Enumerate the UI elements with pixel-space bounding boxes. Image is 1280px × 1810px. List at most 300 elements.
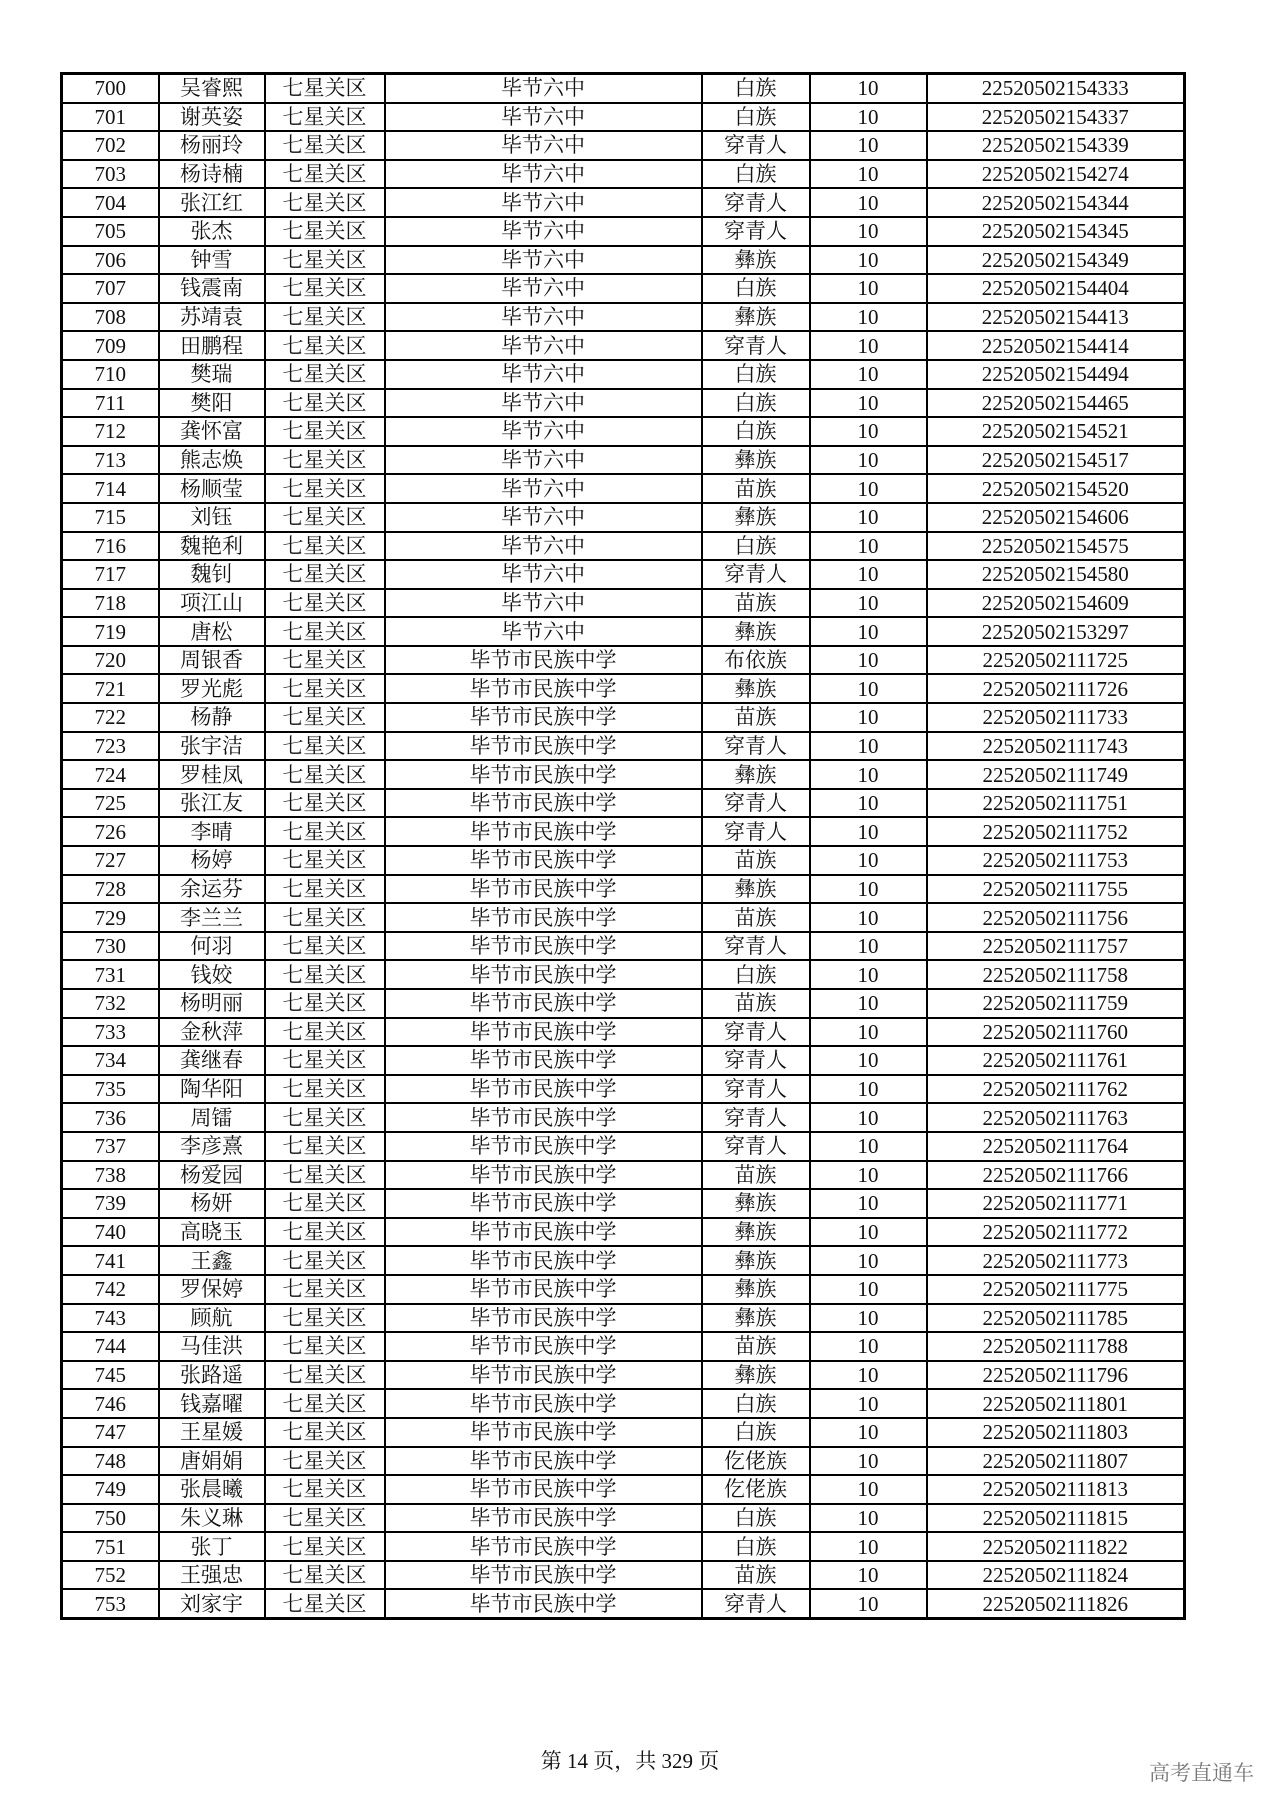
student-name-cell: 李兰兰 <box>159 903 265 932</box>
grade-cell: 10 <box>810 1304 927 1333</box>
school-cell: 毕节市民族中学 <box>385 1332 702 1361</box>
ethnicity-cell: 彝族 <box>702 1275 810 1304</box>
table-row <box>62 932 1185 961</box>
grade-cell: 10 <box>810 674 927 703</box>
student-name-cell: 张杰 <box>159 217 265 246</box>
table-row <box>62 474 1185 503</box>
student-name-cell: 杨顺莹 <box>159 474 265 503</box>
roster-body <box>62 74 1185 1619</box>
ethnicity-cell: 彝族 <box>702 1218 810 1247</box>
district-cell: 七星关区 <box>265 1075 385 1104</box>
seq-no-cell: 718 <box>62 589 159 618</box>
school-cell: 毕节六中 <box>385 160 702 189</box>
seq-no-cell: 713 <box>62 446 159 475</box>
ethnicity-cell: 彝族 <box>702 674 810 703</box>
school-cell: 毕节六中 <box>385 560 702 589</box>
grade-cell: 10 <box>810 160 927 189</box>
table-row <box>62 617 1185 646</box>
grade-cell: 10 <box>810 1246 927 1275</box>
grade-cell: 10 <box>810 875 927 904</box>
exam-id-cell: 22520502154609 <box>927 589 1185 618</box>
ethnicity-cell: 白族 <box>702 103 810 132</box>
grade-cell: 10 <box>810 903 927 932</box>
school-cell: 毕节市民族中学 <box>385 932 702 961</box>
table-row <box>62 589 1185 618</box>
student-name-cell: 苏靖袁 <box>159 303 265 332</box>
table-row <box>62 1418 1185 1447</box>
school-cell: 毕节市民族中学 <box>385 1532 702 1561</box>
school-cell: 毕节市民族中学 <box>385 846 702 875</box>
grade-cell: 10 <box>810 817 927 846</box>
district-cell: 七星关区 <box>265 617 385 646</box>
grade-cell: 10 <box>810 1389 927 1418</box>
student-name-cell: 熊志焕 <box>159 446 265 475</box>
school-cell: 毕节市民族中学 <box>385 1275 702 1304</box>
table-row <box>62 1561 1185 1590</box>
student-name-cell: 张路遥 <box>159 1361 265 1390</box>
school-cell: 毕节市民族中学 <box>385 1018 702 1047</box>
ethnicity-cell: 苗族 <box>702 989 810 1018</box>
district-cell: 七星关区 <box>265 1532 385 1561</box>
student-name-cell: 樊瑞 <box>159 360 265 389</box>
ethnicity-cell: 苗族 <box>702 846 810 875</box>
seq-no-cell: 741 <box>62 1246 159 1275</box>
grade-cell: 10 <box>810 131 927 160</box>
district-cell: 七星关区 <box>265 417 385 446</box>
school-cell: 毕节六中 <box>385 246 702 275</box>
seq-no-cell: 748 <box>62 1447 159 1476</box>
grade-cell: 10 <box>810 1132 927 1161</box>
student-name-cell: 王星媛 <box>159 1418 265 1447</box>
district-cell: 七星关区 <box>265 1589 385 1618</box>
district-cell: 七星关区 <box>265 246 385 275</box>
table-row <box>62 1389 1185 1418</box>
table-row <box>62 846 1185 875</box>
table-row <box>62 1103 1185 1132</box>
student-name-cell: 龚怀富 <box>159 417 265 446</box>
seq-no-cell: 740 <box>62 1218 159 1247</box>
ethnicity-cell: 穿青人 <box>702 1018 810 1047</box>
school-cell: 毕节市民族中学 <box>385 674 702 703</box>
grade-cell: 10 <box>810 1447 927 1476</box>
district-cell: 七星关区 <box>265 1132 385 1161</box>
table-row <box>62 274 1185 303</box>
school-cell: 毕节市民族中学 <box>385 1218 702 1247</box>
school-cell: 毕节六中 <box>385 217 702 246</box>
student-name-cell: 龚继春 <box>159 1046 265 1075</box>
table-row <box>62 389 1185 418</box>
district-cell: 七星关区 <box>265 560 385 589</box>
ethnicity-cell: 白族 <box>702 274 810 303</box>
ethnicity-cell: 穿青人 <box>702 331 810 360</box>
seq-no-cell: 717 <box>62 560 159 589</box>
grade-cell: 10 <box>810 703 927 732</box>
seq-no-cell: 742 <box>62 1275 159 1304</box>
exam-id-cell: 22520502154339 <box>927 131 1185 160</box>
exam-id-cell: 22520502111764 <box>927 1132 1185 1161</box>
district-cell: 七星关区 <box>265 1189 385 1218</box>
district-cell: 七星关区 <box>265 188 385 217</box>
student-name-cell: 金秋萍 <box>159 1018 265 1047</box>
table-row <box>62 674 1185 703</box>
school-cell: 毕节市民族中学 <box>385 1075 702 1104</box>
exam-id-cell: 22520502153297 <box>927 617 1185 646</box>
exam-id-cell: 22520502111753 <box>927 846 1185 875</box>
table-row <box>62 217 1185 246</box>
exam-id-cell: 22520502111749 <box>927 760 1185 789</box>
seq-no-cell: 732 <box>62 989 159 1018</box>
exam-id-cell: 22520502154404 <box>927 274 1185 303</box>
exam-id-cell: 22520502154344 <box>927 188 1185 217</box>
grade-cell: 10 <box>810 503 927 532</box>
grade-cell: 10 <box>810 1504 927 1533</box>
ethnicity-cell: 白族 <box>702 1504 810 1533</box>
student-name-cell: 杨爱园 <box>159 1161 265 1190</box>
roster-table <box>60 72 1186 1620</box>
ethnicity-cell: 穿青人 <box>702 188 810 217</box>
seq-no-cell: 712 <box>62 417 159 446</box>
exam-id-cell: 22520502111772 <box>927 1218 1185 1247</box>
table-row <box>62 1504 1185 1533</box>
grade-cell: 10 <box>810 760 927 789</box>
school-cell: 毕节六中 <box>385 131 702 160</box>
district-cell: 七星关区 <box>265 1361 385 1390</box>
ethnicity-cell: 苗族 <box>702 474 810 503</box>
table-row <box>62 188 1185 217</box>
seq-no-cell: 720 <box>62 646 159 675</box>
school-cell: 毕节市民族中学 <box>385 1475 702 1504</box>
table-row <box>62 1361 1185 1390</box>
ethnicity-cell: 白族 <box>702 532 810 561</box>
district-cell: 七星关区 <box>265 1304 385 1333</box>
exam-id-cell: 22520502111759 <box>927 989 1185 1018</box>
ethnicity-cell: 苗族 <box>702 589 810 618</box>
student-name-cell: 项江山 <box>159 589 265 618</box>
seq-no-cell: 733 <box>62 1018 159 1047</box>
ethnicity-cell: 苗族 <box>702 703 810 732</box>
ethnicity-cell: 彝族 <box>702 760 810 789</box>
table-row <box>62 1304 1185 1333</box>
seq-no-cell: 700 <box>62 74 159 103</box>
exam-id-cell: 22520502154494 <box>927 360 1185 389</box>
table-row <box>62 646 1185 675</box>
table-row <box>62 875 1185 904</box>
seq-no-cell: 735 <box>62 1075 159 1104</box>
grade-cell: 10 <box>810 103 927 132</box>
school-cell: 毕节六中 <box>385 331 702 360</box>
exam-id-cell: 22520502111756 <box>927 903 1185 932</box>
district-cell: 七星关区 <box>265 303 385 332</box>
table-row <box>62 1046 1185 1075</box>
school-cell: 毕节六中 <box>385 188 702 217</box>
school-cell: 毕节市民族中学 <box>385 903 702 932</box>
table-row <box>62 1075 1185 1104</box>
district-cell: 七星关区 <box>265 103 385 132</box>
table-row <box>62 960 1185 989</box>
seq-no-cell: 722 <box>62 703 159 732</box>
seq-no-cell: 714 <box>62 474 159 503</box>
table-row <box>62 417 1185 446</box>
seq-no-cell: 709 <box>62 331 159 360</box>
table-row <box>62 789 1185 818</box>
school-cell: 毕节市民族中学 <box>385 1504 702 1533</box>
table-row <box>62 74 1185 103</box>
school-cell: 毕节市民族中学 <box>385 1447 702 1476</box>
grade-cell: 10 <box>810 74 927 103</box>
grade-cell: 10 <box>810 274 927 303</box>
table-row <box>62 160 1185 189</box>
student-name-cell: 唐娟娟 <box>159 1447 265 1476</box>
ethnicity-cell: 白族 <box>702 360 810 389</box>
school-cell: 毕节市民族中学 <box>385 1189 702 1218</box>
district-cell: 七星关区 <box>265 446 385 475</box>
school-cell: 毕节六中 <box>385 617 702 646</box>
school-cell: 毕节市民族中学 <box>385 703 702 732</box>
student-name-cell: 樊阳 <box>159 389 265 418</box>
student-name-cell: 李彦熹 <box>159 1132 265 1161</box>
seq-no-cell: 750 <box>62 1504 159 1533</box>
student-name-cell: 钱震南 <box>159 274 265 303</box>
student-name-cell: 刘钰 <box>159 503 265 532</box>
grade-cell: 10 <box>810 589 927 618</box>
seq-no-cell: 726 <box>62 817 159 846</box>
exam-id-cell: 22520502154465 <box>927 389 1185 418</box>
table-row <box>62 989 1185 1018</box>
seq-no-cell: 703 <box>62 160 159 189</box>
school-cell: 毕节市民族中学 <box>385 1418 702 1447</box>
student-name-cell: 张丁 <box>159 1532 265 1561</box>
school-cell: 毕节市民族中学 <box>385 1132 702 1161</box>
table-row <box>62 1532 1185 1561</box>
student-name-cell: 王鑫 <box>159 1246 265 1275</box>
student-name-cell: 罗光彪 <box>159 674 265 703</box>
district-cell: 七星关区 <box>265 1046 385 1075</box>
student-name-cell: 钟雪 <box>159 246 265 275</box>
seq-no-cell: 746 <box>62 1389 159 1418</box>
student-name-cell: 余运芬 <box>159 875 265 904</box>
seq-no-cell: 753 <box>62 1589 159 1618</box>
district-cell: 七星关区 <box>265 1418 385 1447</box>
school-cell: 毕节市民族中学 <box>385 960 702 989</box>
student-name-cell: 朱义琳 <box>159 1504 265 1533</box>
table-row <box>62 1447 1185 1476</box>
exam-id-cell: 22520502154575 <box>927 532 1185 561</box>
student-name-cell: 陶华阳 <box>159 1075 265 1104</box>
seq-no-cell: 752 <box>62 1561 159 1590</box>
district-cell: 七星关区 <box>265 989 385 1018</box>
school-cell: 毕节六中 <box>385 74 702 103</box>
exam-id-cell: 22520502111755 <box>927 875 1185 904</box>
ethnicity-cell: 彝族 <box>702 1361 810 1390</box>
seq-no-cell: 744 <box>62 1332 159 1361</box>
ethnicity-cell: 彝族 <box>702 875 810 904</box>
exam-id-cell: 22520502111813 <box>927 1475 1185 1504</box>
district-cell: 七星关区 <box>265 274 385 303</box>
ethnicity-cell: 苗族 <box>702 903 810 932</box>
ethnicity-cell: 白族 <box>702 1418 810 1447</box>
district-cell: 七星关区 <box>265 732 385 761</box>
grade-cell: 10 <box>810 1589 927 1618</box>
exam-id-cell: 22520502154413 <box>927 303 1185 332</box>
table-row <box>62 360 1185 389</box>
student-name-cell: 马佳洪 <box>159 1332 265 1361</box>
district-cell: 七星关区 <box>265 1246 385 1275</box>
student-name-cell: 杨诗楠 <box>159 160 265 189</box>
ethnicity-cell: 穿青人 <box>702 932 810 961</box>
exam-id-cell: 22520502111788 <box>927 1332 1185 1361</box>
table-row <box>62 1189 1185 1218</box>
table-row <box>62 246 1185 275</box>
district-cell: 七星关区 <box>265 1504 385 1533</box>
grade-cell: 10 <box>810 1332 927 1361</box>
student-name-cell: 王强忠 <box>159 1561 265 1590</box>
exam-id-cell: 22520502111760 <box>927 1018 1185 1047</box>
exam-id-cell: 22520502111743 <box>927 732 1185 761</box>
table-row <box>62 1218 1185 1247</box>
grade-cell: 10 <box>810 188 927 217</box>
grade-cell: 10 <box>810 1418 927 1447</box>
school-cell: 毕节六中 <box>385 589 702 618</box>
district-cell: 七星关区 <box>265 389 385 418</box>
seq-no-cell: 751 <box>62 1532 159 1561</box>
district-cell: 七星关区 <box>265 503 385 532</box>
school-cell: 毕节市民族中学 <box>385 789 702 818</box>
grade-cell: 10 <box>810 789 927 818</box>
ethnicity-cell: 穿青人 <box>702 1589 810 1618</box>
seq-no-cell: 715 <box>62 503 159 532</box>
ethnicity-cell: 穿青人 <box>702 131 810 160</box>
grade-cell: 10 <box>810 1189 927 1218</box>
grade-cell: 10 <box>810 732 927 761</box>
student-name-cell: 周银香 <box>159 646 265 675</box>
ethnicity-cell: 仡佬族 <box>702 1447 810 1476</box>
exam-id-cell: 22520502111733 <box>927 703 1185 732</box>
school-cell: 毕节六中 <box>385 360 702 389</box>
district-cell: 七星关区 <box>265 932 385 961</box>
student-name-cell: 魏艳利 <box>159 532 265 561</box>
seq-no-cell: 707 <box>62 274 159 303</box>
school-cell: 毕节市民族中学 <box>385 1561 702 1590</box>
exam-id-cell: 22520502154606 <box>927 503 1185 532</box>
table-row <box>62 532 1185 561</box>
ethnicity-cell: 彝族 <box>702 503 810 532</box>
student-name-cell: 杨静 <box>159 703 265 732</box>
exam-id-cell: 22520502111752 <box>927 817 1185 846</box>
school-cell: 毕节六中 <box>385 474 702 503</box>
ethnicity-cell: 穿青人 <box>702 217 810 246</box>
grade-cell: 10 <box>810 1275 927 1304</box>
district-cell: 七星关区 <box>265 1275 385 1304</box>
grade-cell: 10 <box>810 1103 927 1132</box>
ethnicity-cell: 穿青人 <box>702 789 810 818</box>
student-name-cell: 何羽 <box>159 932 265 961</box>
exam-id-cell: 22520502111775 <box>927 1275 1185 1304</box>
ethnicity-cell: 白族 <box>702 389 810 418</box>
exam-id-cell: 22520502111757 <box>927 932 1185 961</box>
school-cell: 毕节市民族中学 <box>385 646 702 675</box>
grade-cell: 10 <box>810 303 927 332</box>
school-cell: 毕节六中 <box>385 417 702 446</box>
exam-id-cell: 22520502154580 <box>927 560 1185 589</box>
school-cell: 毕节六中 <box>385 532 702 561</box>
seq-no-cell: 708 <box>62 303 159 332</box>
ethnicity-cell: 彝族 <box>702 1189 810 1218</box>
seq-no-cell: 704 <box>62 188 159 217</box>
student-name-cell: 钱姣 <box>159 960 265 989</box>
student-name-cell: 田鹏程 <box>159 331 265 360</box>
ethnicity-cell: 白族 <box>702 160 810 189</box>
seq-no-cell: 727 <box>62 846 159 875</box>
exam-id-cell: 22520502111763 <box>927 1103 1185 1132</box>
student-name-cell: 张江友 <box>159 789 265 818</box>
watermark: 高考直通车 <box>1149 1761 1254 1785</box>
seq-no-cell: 725 <box>62 789 159 818</box>
school-cell: 毕节六中 <box>385 103 702 132</box>
seq-no-cell: 743 <box>62 1304 159 1333</box>
school-cell: 毕节市民族中学 <box>385 989 702 1018</box>
seq-no-cell: 736 <box>62 1103 159 1132</box>
seq-no-cell: 749 <box>62 1475 159 1504</box>
ethnicity-cell: 穿青人 <box>702 1132 810 1161</box>
exam-id-cell: 22520502154521 <box>927 417 1185 446</box>
ethnicity-cell: 白族 <box>702 1532 810 1561</box>
seq-no-cell: 710 <box>62 360 159 389</box>
district-cell: 七星关区 <box>265 789 385 818</box>
school-cell: 毕节六中 <box>385 274 702 303</box>
district-cell: 七星关区 <box>265 1103 385 1132</box>
grade-cell: 10 <box>810 360 927 389</box>
student-name-cell: 罗保婷 <box>159 1275 265 1304</box>
school-cell: 毕节市民族中学 <box>385 1304 702 1333</box>
table-row <box>62 703 1185 732</box>
seq-no-cell: 705 <box>62 217 159 246</box>
seq-no-cell: 747 <box>62 1418 159 1447</box>
exam-id-cell: 22520502111751 <box>927 789 1185 818</box>
district-cell: 七星关区 <box>265 532 385 561</box>
exam-id-cell: 22520502111773 <box>927 1246 1185 1275</box>
grade-cell: 10 <box>810 446 927 475</box>
district-cell: 七星关区 <box>265 131 385 160</box>
seq-no-cell: 728 <box>62 875 159 904</box>
district-cell: 七星关区 <box>265 846 385 875</box>
district-cell: 七星关区 <box>265 160 385 189</box>
school-cell: 毕节市民族中学 <box>385 1046 702 1075</box>
grade-cell: 10 <box>810 217 927 246</box>
district-cell: 七星关区 <box>265 1475 385 1504</box>
exam-id-cell: 22520502154349 <box>927 246 1185 275</box>
seq-no-cell: 729 <box>62 903 159 932</box>
ethnicity-cell: 苗族 <box>702 1561 810 1590</box>
ethnicity-cell: 彝族 <box>702 446 810 475</box>
grade-cell: 10 <box>810 1046 927 1075</box>
table-row <box>62 1275 1185 1304</box>
exam-id-cell: 22520502111822 <box>927 1532 1185 1561</box>
student-name-cell: 吴睿熙 <box>159 74 265 103</box>
seq-no-cell: 739 <box>62 1189 159 1218</box>
district-cell: 七星关区 <box>265 217 385 246</box>
ethnicity-cell: 白族 <box>702 960 810 989</box>
district-cell: 七星关区 <box>265 674 385 703</box>
ethnicity-cell: 白族 <box>702 1389 810 1418</box>
grade-cell: 10 <box>810 1561 927 1590</box>
ethnicity-cell: 穿青人 <box>702 1075 810 1104</box>
table-row <box>62 1161 1185 1190</box>
seq-no-cell: 721 <box>62 674 159 703</box>
table-row <box>62 903 1185 932</box>
table-row <box>62 760 1185 789</box>
grade-cell: 10 <box>810 932 927 961</box>
school-cell: 毕节六中 <box>385 303 702 332</box>
